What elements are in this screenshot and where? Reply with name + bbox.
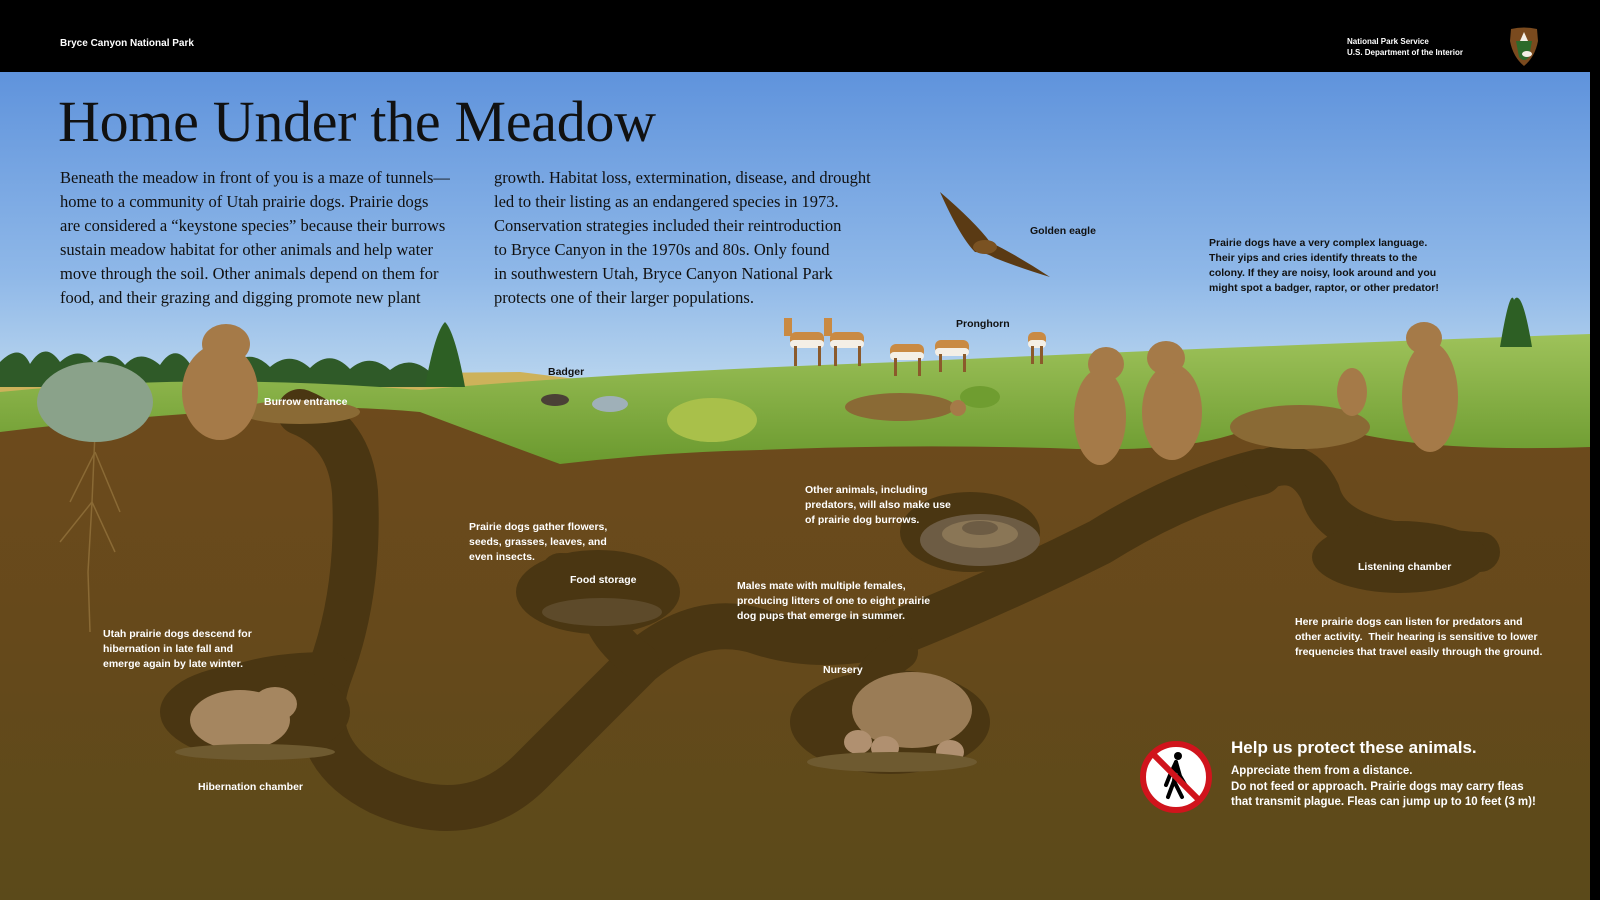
- nest-material: [807, 752, 977, 772]
- note-hibernation: Utah prairie dogs descend for hibernation in late fall and emerge again by late winter.: [103, 628, 252, 670]
- protect-heading: Help us protect these animals.: [1231, 738, 1477, 757]
- note-listening: Here prairie dogs can listen for predators and other activity. Their hearing is sensitive to lower frequencies that travel easily through the ground.: [1295, 616, 1543, 658]
- label-food-storage: Food storage: [570, 574, 637, 586]
- agency-line-2: U.S. Department of the Interior: [1347, 48, 1464, 57]
- note-predators: Other animals, including predators, will also make use of prairie dog burrows.: [805, 484, 951, 526]
- header-bar: [0, 0, 1600, 72]
- note-mating: Males mate with multiple females, producing litters of one to eight prairie dog pups that emerge in summer.: [737, 580, 931, 622]
- food-storage-cache: [542, 598, 662, 626]
- label-pronghorn: Pronghorn: [956, 318, 1010, 330]
- right-border: [1590, 72, 1600, 900]
- label-burrow-entrance: Burrow entrance: [264, 396, 348, 408]
- nps-arrowhead-icon: [1507, 27, 1541, 67]
- badger: [541, 394, 569, 406]
- agency-line-1: National Park Service: [1347, 37, 1429, 46]
- note-gather: Prairie dogs gather flowers, seeds, grasses, leaves, and even insects.: [469, 521, 608, 563]
- sagebrush: [37, 362, 153, 442]
- park-name: Bryce Canyon National Park: [60, 38, 194, 49]
- agency-name: [1347, 36, 1463, 58]
- intro-column-1: Beneath the meadow in front of you is a maze of tunnels— home to a community of Utah prairie dogs. Prairie dogs are considered a “keystone species” because their burrows sustain meadow habitat for other animals and help water move through the soil. Other animals depend on them for food, and their grazing and digging promote new plant: [60, 168, 450, 307]
- listening-chamber-shape: [1312, 521, 1488, 593]
- intro-column-2: growth. Habitat loss, extermination, disease, and drought led to their listing as an endangered species in 1973. Conservation strategies included their reintroduction to Bryce Canyon in the 1970s and 80s. Only found in southwestern Utah, Bryce Canyon National Park protects one of their larger populations.: [494, 168, 871, 307]
- protect-text: Appreciate them from a distance. Do not feed or approach. Prairie dogs may carry fleas that transmit plague. Fleas can jump up to 10 feet (3 m)!: [1231, 765, 1536, 808]
- label-nursery: Nursery: [823, 664, 863, 676]
- small-shrub: [592, 396, 628, 412]
- no-pedestrian-icon: [1140, 741, 1212, 813]
- small-shrub-2: [960, 386, 1000, 408]
- page-title: Home Under the Meadow: [58, 89, 656, 154]
- label-listening-chamber: Listening chamber: [1358, 561, 1452, 573]
- label-badger: Badger: [548, 366, 585, 378]
- hibernation-bedding: [175, 744, 335, 760]
- note-language: Prairie dogs have a very complex language. Their yips and cries identify threats to the colony. If they are noisy, look around and you might spot a badger, raptor, or other predator!: [1209, 237, 1439, 294]
- label-golden-eagle: Golden eagle: [1030, 225, 1096, 237]
- mound-center: [845, 393, 955, 421]
- label-hibernation-chamber: Hibernation chamber: [198, 781, 304, 793]
- shrub: [667, 398, 757, 442]
